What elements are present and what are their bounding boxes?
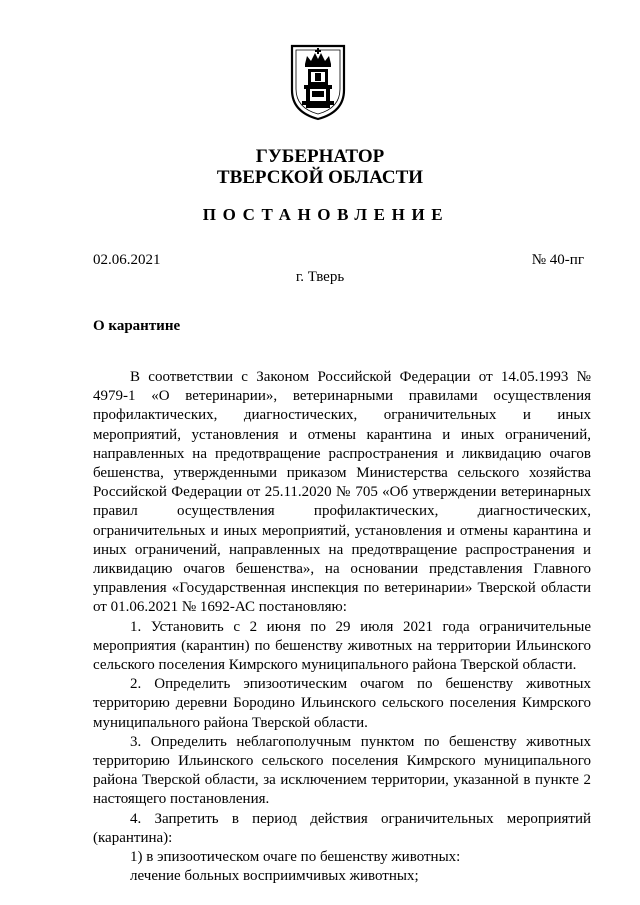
clause-4-item: лечение больных восприимчивых животных; xyxy=(130,868,419,885)
clause-2: 2. Определить эпизоотическим очагом по бешенству животных территорию деревни Бородино Ильинского сельского поселения Кимрского муниципального района Тверской области. xyxy=(93,676,591,731)
issuer-region: ТВЕРСКОЙ ОБЛАСТИ xyxy=(216,167,424,188)
clause-4: 4. Запретить в период действия ограничительных мероприятий (карантина): xyxy=(93,810,591,846)
document-subject: О карантине xyxy=(93,318,181,334)
issuer-title: ГУБЕРНАТОР xyxy=(255,146,385,167)
clause-1: 1. Установить с 2 июня по 29 июля 2021 года ограничительные мероприятия (карантин) по бешенству животных на территории Ильинского сельского поселения Кимрского муниципального района Тверской области. xyxy=(93,618,591,674)
clause-3: 3. Определить неблагополучным пунктом по бешенству животных территорию Ильинского сельского поселения Кимрского муниципального района Тверской области, за исключением территории, указанной в пункте 2 настоящего постановления. xyxy=(93,733,591,808)
coat-of-arms-icon xyxy=(288,42,348,122)
document-type: ПОСТАНОВЛЕНИЕ xyxy=(202,205,450,224)
preamble-paragraph: В соответствии с Законом Российской Федерации от 14.05.1993 № 4979-1 «О ветеринарии», ветеринарными правилами осуществления профилактических, диагностических, ограничительных и иных мероприятий, установления и отмены карантина и иных ограничений, направленных на предотвращение распространения и ликвидацию очагов бешенства, утвержденными приказом Министерства сельского хозяйства Российской Федерации от 25.11.2020 № 705 «Об утверждении ветеринарных правил осуществления профилактических, диагностических, ограничительных и иных мероприятий, установления и отмены карантина и иных ограничений, направленных на предотвращение распространения и ликвидацию очагов бешенства», на основании представления Главного управления «Государственная инспекция по ветеринарии» Тверской области от 01.06.2021 № 1692-АС постановляю: xyxy=(93,369,591,616)
document-body xyxy=(93,368,591,886)
clause-4-subitem-1: 1) в эпизоотическом очаге по бешенству животных: xyxy=(130,849,461,866)
document-city: г. Тверь xyxy=(295,269,345,285)
document-number: № 40-пг xyxy=(531,252,584,268)
document-date: 02.06.2021 xyxy=(93,252,161,268)
